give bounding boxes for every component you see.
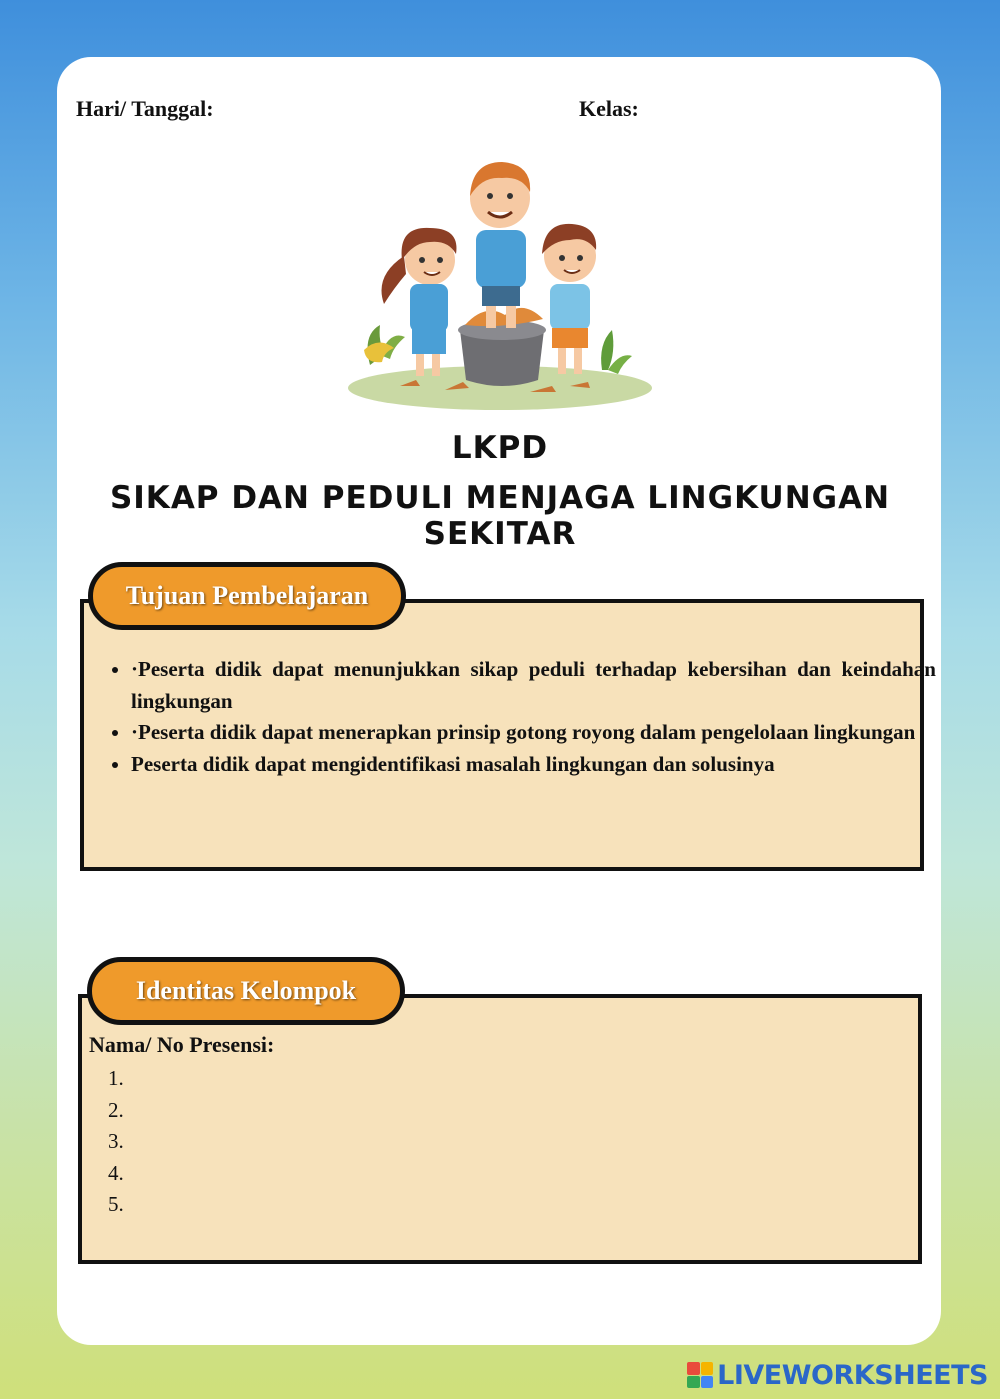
class-label: Kelas: — [579, 96, 639, 121]
list-item: 3. — [108, 1129, 124, 1153]
document-title: LKPD — [451, 430, 549, 466]
document-subtitle: SIKAP DAN PEDULI MENJAGA LINGKUNGAN SEKITAR — [109, 480, 891, 552]
liveworksheets-brand — [687, 1355, 988, 1395]
list-item: 4. — [108, 1160, 124, 1185]
liveworksheets-logo-icon — [687, 1362, 713, 1388]
children-cleaning-environment-illustration — [340, 160, 660, 415]
list-item: 2. — [108, 1097, 124, 1122]
list-item: • Peserta didik dapat mengidentifikasi masalah lingkungan dan solusinya — [131, 749, 936, 781]
objectives-list — [108, 654, 936, 780]
list-item: • ·Peserta didik dapat menerapkan prinsip gotong royong dalam pengelolaan lingkungan — [131, 717, 936, 749]
list-item: 1. — [108, 1066, 124, 1090]
list-item: 5. — [108, 1192, 124, 1216]
member-list — [108, 1063, 124, 1221]
list-item: • ·Peserta didik dapat menunjukkan sikap peduli terhadap kebersihan dan keindahan lingkungan — [131, 654, 936, 717]
date-label: Hari/ Tanggal: — [76, 96, 214, 121]
objectives-heading: Tujuan Pembelajaran — [88, 562, 406, 630]
brand-text: LIVEWORKSHEETS — [717, 1359, 988, 1391]
name-label: Nama/ No Presensi: — [89, 1032, 275, 1057]
group-identity-heading: Identitas Kelompok — [87, 957, 405, 1025]
